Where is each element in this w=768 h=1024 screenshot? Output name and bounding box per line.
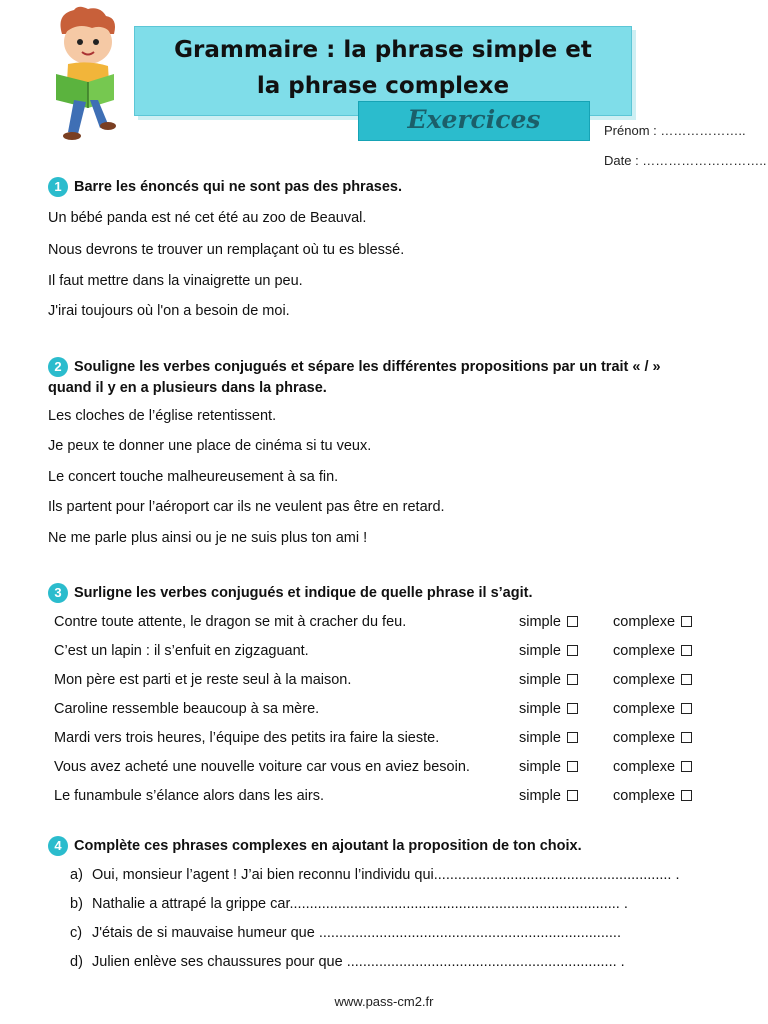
simple-label: simple (519, 643, 561, 659)
question-3-instruction: Surligne les verbes conjugués et indique de quelle phrase il s’agit. (74, 585, 533, 601)
complexe-option (613, 759, 692, 775)
simple-checkbox[interactable] (567, 732, 578, 743)
item-text: Julien enlève ses chaussures pour que ................................................................... . (92, 954, 625, 970)
question-number-badge: 4 (48, 836, 68, 856)
question-2-title (48, 357, 661, 377)
question-number-badge: 3 (48, 583, 68, 603)
page-title-line-1: Grammaire : la phrase simple et (174, 37, 592, 63)
q3-sentence: Caroline ressemble beaucoup à sa mère. (54, 701, 320, 717)
complexe-option (613, 701, 692, 717)
question-number-badge: 1 (48, 177, 68, 197)
simple-checkbox[interactable] (567, 703, 578, 714)
complexe-checkbox[interactable] (681, 761, 692, 772)
simple-checkbox[interactable] (567, 645, 578, 656)
page-subtitle: Exercices (407, 105, 541, 134)
complexe-label: complexe (613, 614, 676, 630)
question-3-title (48, 583, 533, 603)
complexe-checkbox[interactable] (681, 703, 692, 714)
q2-sentence: Je peux te donner une place de cinéma si tu veux. (48, 438, 372, 454)
complexe-checkbox[interactable] (681, 790, 692, 801)
complexe-checkbox[interactable] (681, 616, 692, 627)
complexe-option (613, 643, 692, 659)
q3-sentence: Mardi vers trois heures, l’équipe des petits ira faire la sieste. (54, 730, 440, 746)
question-1-title (48, 177, 402, 197)
footer-url: www.pass-cm2.fr (334, 994, 434, 1009)
q3-sentence: Vous avez acheté une nouvelle voiture car vous en aviez besoin. (54, 759, 470, 775)
simple-label: simple (519, 759, 561, 775)
q1-sentence: Il faut mettre dans la vinaigrette un peu. (48, 273, 303, 289)
q2-sentence: Les cloches de l’église retentissent. (48, 408, 277, 424)
date-field: Date : ……………………….. (604, 153, 767, 168)
simple-label: simple (519, 614, 561, 630)
item-letter: a) (70, 867, 83, 883)
simple-checkbox[interactable] (567, 674, 578, 685)
q4-item[interactable] (70, 896, 628, 912)
q2-sentence: Ils partent pour l’aéroport car ils ne veulent pas être en retard. (48, 499, 445, 515)
q3-row (54, 759, 704, 779)
simple-label: simple (519, 672, 561, 688)
question-1-instruction: Barre les énoncés qui ne sont pas des phrases. (74, 179, 402, 195)
simple-option (519, 614, 578, 630)
simple-option (519, 701, 578, 717)
complexe-checkbox[interactable] (681, 645, 692, 656)
q2-sentence: Le concert touche malheureusement à sa fin. (48, 469, 339, 485)
item-text: Oui, monsieur l’agent ! J’ai bien reconnu l’individu qui........................................................... . (92, 867, 680, 883)
complexe-label: complexe (613, 788, 676, 804)
page-title-line-2: la phrase complexe (256, 73, 510, 99)
complexe-label: complexe (613, 672, 676, 688)
item-text: Nathalie a attrapé la grippe car.................................................................................. . (92, 896, 628, 912)
simple-checkbox[interactable] (567, 761, 578, 772)
item-letter: c) (70, 925, 83, 941)
complexe-checkbox[interactable] (681, 674, 692, 685)
q3-row (54, 643, 704, 663)
q4-item[interactable] (70, 954, 625, 970)
q4-item[interactable] (70, 867, 680, 883)
complexe-option (613, 788, 692, 804)
simple-option (519, 672, 578, 688)
complexe-option (613, 730, 692, 746)
q3-row (54, 672, 704, 692)
question-number-badge: 2 (48, 357, 68, 377)
simple-option (519, 730, 578, 746)
simple-label: simple (519, 788, 561, 804)
q2-sentence: Ne me parle plus ainsi ou je ne suis plus ton ami ! (48, 530, 368, 546)
simple-option (519, 788, 578, 804)
boy-reading-mascot-icon (48, 4, 138, 142)
prenom-field: Prénom : ……………….. (604, 123, 746, 138)
complexe-label: complexe (613, 643, 676, 659)
q1-sentence: J'irai toujours où l'on a besoin de moi. (48, 303, 290, 319)
q3-sentence: Le funambule s’élance alors dans les airs. (54, 788, 325, 804)
simple-label: simple (519, 730, 561, 746)
simple-option (519, 643, 578, 659)
q3-row (54, 701, 704, 721)
question-2-instruction-line-1: Souligne les verbes conjugués et sépare les différentes propositions par un trait « / » (74, 359, 661, 375)
complexe-option (613, 614, 692, 630)
complexe-label: complexe (613, 759, 676, 775)
complexe-label: complexe (613, 730, 676, 746)
q3-row (54, 788, 704, 808)
q3-sentence: Mon père est parti et je reste seul à la maison. (54, 672, 352, 688)
question-4-title (48, 836, 582, 856)
q3-sentence: C’est un lapin : il s’enfuit en zigzaguant. (54, 643, 309, 659)
exercices-banner (358, 101, 590, 141)
simple-option (519, 759, 578, 775)
simple-label: simple (519, 701, 561, 717)
q1-sentence: Nous devrons te trouver un remplaçant où tu es blessé. (48, 242, 405, 258)
item-letter: b) (70, 896, 83, 912)
question-4-instruction: Complète ces phrases complexes en ajoutant la proposition de ton choix. (74, 838, 582, 854)
complexe-option (613, 672, 692, 688)
question-2-instruction-line-2: quand il y en a plusieurs dans la phrase. (48, 380, 327, 396)
q1-sentence: Un bébé panda est né cet été au zoo de Beauval. (48, 210, 367, 226)
q3-sentence: Contre toute attente, le dragon se mit à cracher du feu. (54, 614, 407, 630)
item-letter: d) (70, 954, 83, 970)
complexe-checkbox[interactable] (681, 732, 692, 743)
item-text: J'étais de si mauvaise humeur que ........................................................................... (92, 925, 621, 941)
simple-checkbox[interactable] (567, 790, 578, 801)
complexe-label: complexe (613, 701, 676, 717)
simple-checkbox[interactable] (567, 616, 578, 627)
q4-item[interactable] (70, 925, 621, 941)
q3-row (54, 614, 704, 634)
q3-row (54, 730, 704, 750)
